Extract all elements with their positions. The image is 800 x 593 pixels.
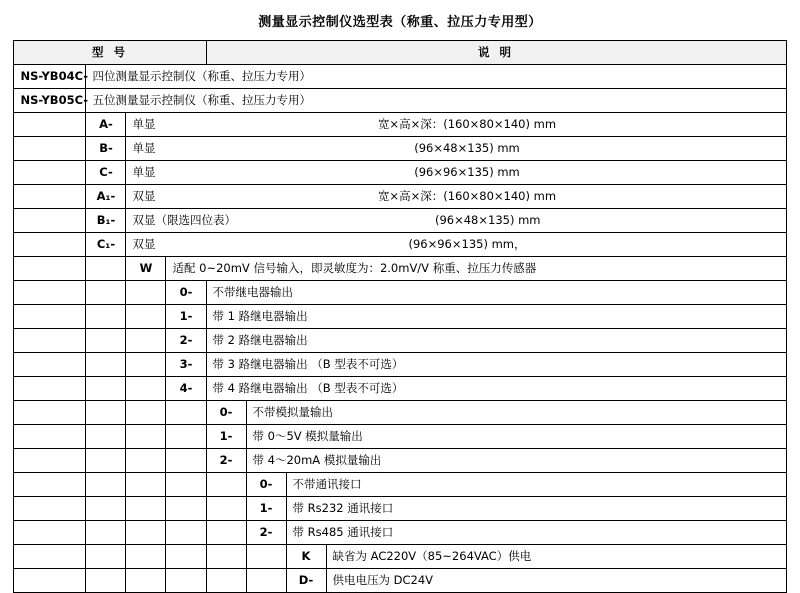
option-desc-part2: 宽×高×深：(160×80×140) mm (377, 117, 557, 132)
option-desc-part1: 双显（限选四位表） (132, 213, 236, 228)
option-code: A- (86, 113, 126, 137)
spacer-cell (14, 281, 86, 305)
spacer-cell (126, 425, 166, 449)
spacer-cell (126, 305, 166, 329)
option-desc (126, 209, 786, 233)
option-code: 0- (206, 401, 246, 425)
option-desc-part1: 单显 (132, 117, 156, 132)
spacer-cell (166, 497, 206, 521)
model-code: NS-YB04C- (14, 65, 86, 89)
table-row (14, 137, 786, 161)
spacer-cell (86, 281, 126, 305)
spacer-cell (166, 425, 206, 449)
option-desc: 不带继电器输出 (206, 281, 786, 305)
table-row (14, 257, 786, 281)
option-desc-part1: 单显 (132, 165, 156, 180)
option-desc-part2: 宽×高×深：(160×80×140) mm (377, 189, 557, 204)
spacer-cell (126, 449, 166, 473)
spacer-cell (14, 569, 86, 593)
option-desc: 带 2 路继电器输出 (206, 329, 786, 353)
spacer-cell (166, 521, 206, 545)
table-row (14, 521, 786, 545)
spacer-cell (14, 233, 86, 257)
table-row (14, 401, 786, 425)
spacer-cell (14, 257, 86, 281)
option-code: 4- (166, 377, 206, 401)
spacer-cell (14, 497, 86, 521)
model-desc: 四位测量显示控制仪（称重、拉压力专用） (86, 65, 786, 89)
option-desc: 带 Rs232 通讯接口 (286, 497, 786, 521)
spacer-cell (206, 545, 246, 569)
option-desc: 带 4～20mA 模拟量输出 (246, 449, 786, 473)
spacer-cell (126, 329, 166, 353)
spacer-cell (206, 521, 246, 545)
spacer-cell (126, 353, 166, 377)
spacer-cell (86, 569, 126, 593)
table-row (14, 113, 786, 137)
spacer-cell (126, 377, 166, 401)
table-row (14, 425, 786, 449)
spacer-cell (166, 449, 206, 473)
spacer-cell (206, 569, 246, 593)
spacer-cell (126, 545, 166, 569)
model-code: NS-YB05C- (14, 89, 86, 113)
option-code: 1- (206, 425, 246, 449)
option-desc (126, 113, 786, 137)
spacer-cell (126, 401, 166, 425)
table-row (14, 449, 786, 473)
option-desc: 不带模拟量输出 (246, 401, 786, 425)
option-desc: 带 0～5V 模拟量输出 (246, 425, 786, 449)
option-desc: 缺省为 AC220V（85~264VAC）供电 (326, 545, 786, 569)
option-code: 2- (206, 449, 246, 473)
table-row (14, 65, 786, 89)
table-row (14, 545, 786, 569)
option-code: 1- (246, 497, 286, 521)
table-row (14, 329, 786, 353)
spacer-cell (126, 473, 166, 497)
option-code: 2- (246, 521, 286, 545)
spacer-cell (14, 545, 86, 569)
table-row (14, 161, 786, 185)
option-desc-part1: 双显 (132, 237, 156, 252)
table-header-row (14, 41, 786, 65)
table-row (14, 305, 786, 329)
option-code: B₁- (86, 209, 126, 233)
spacer-cell (166, 473, 206, 497)
option-desc: 不带通讯接口 (286, 473, 786, 497)
spacer-cell (14, 425, 86, 449)
option-code: C- (86, 161, 126, 185)
spacer-cell (86, 353, 126, 377)
option-desc (126, 233, 786, 257)
option-code: 3- (166, 353, 206, 377)
option-desc-part1: 单显 (132, 141, 156, 156)
spacer-cell (86, 257, 126, 281)
option-desc: 带 3 路继电器输出 （B 型表不可选） (206, 353, 786, 377)
spacer-cell (86, 401, 126, 425)
spacer-cell (14, 209, 86, 233)
spacer-cell (126, 521, 166, 545)
option-code: A₁- (86, 185, 126, 209)
option-desc (126, 185, 786, 209)
option-desc-part2: (96×48×135) mm (414, 141, 520, 156)
spacer-cell (14, 449, 86, 473)
option-desc: 带 1 路继电器输出 (206, 305, 786, 329)
spacer-cell (86, 521, 126, 545)
page-title: 测量显示控制仪选型表（称重、拉压力专用型） (258, 15, 542, 30)
spacer-cell (246, 569, 286, 593)
spacer-cell (14, 161, 86, 185)
spacer-cell (86, 329, 126, 353)
option-code: 0- (246, 473, 286, 497)
spacer-cell (14, 185, 86, 209)
option-desc (126, 137, 786, 161)
option-desc-part2: (96×48×135) mm (434, 213, 541, 228)
spacer-cell (126, 569, 166, 593)
table-body (14, 41, 786, 593)
spacer-cell (246, 545, 286, 569)
selection-table (13, 40, 786, 593)
spacer-cell (166, 545, 206, 569)
option-code: D- (286, 569, 326, 593)
option-code: 1- (166, 305, 206, 329)
table-row (14, 569, 786, 593)
spacer-cell (14, 521, 86, 545)
spacer-cell (86, 473, 126, 497)
spacer-cell (14, 473, 86, 497)
table-row (14, 377, 786, 401)
model-desc: 五位测量显示控制仪（称重、拉压力专用） (86, 89, 786, 113)
option-code: 2- (166, 329, 206, 353)
spacer-cell (14, 329, 86, 353)
spacer-cell (86, 425, 126, 449)
spacer-cell (14, 377, 86, 401)
option-code: W (126, 257, 166, 281)
table-row (14, 233, 786, 257)
option-desc-part2: (96×96×135) mm (414, 165, 520, 180)
option-desc-part2: (96×96×135) mm， (408, 237, 526, 252)
option-desc: 带 4 路继电器输出 （B 型表不可选） (206, 377, 786, 401)
spacer-cell (86, 497, 126, 521)
header-model: 型 号 (14, 41, 206, 65)
table-row (14, 473, 786, 497)
table-row (14, 209, 786, 233)
spacer-cell (166, 569, 206, 593)
option-code: K (286, 545, 326, 569)
option-desc: 适配 0~20mV 信号输入，即灵敏度为：2.0mV/V 称重、拉压力传感器 (166, 257, 786, 281)
option-code: C₁- (86, 233, 126, 257)
option-code: 0- (166, 281, 206, 305)
spacer-cell (14, 401, 86, 425)
table-row (14, 497, 786, 521)
header-desc: 说 明 (206, 41, 786, 65)
spacer-cell (86, 449, 126, 473)
option-desc: 供电电压为 DC24V (326, 569, 786, 593)
table-row (14, 89, 786, 113)
table-row (14, 353, 786, 377)
spacer-cell (206, 497, 246, 521)
spacer-cell (14, 137, 86, 161)
table-row (14, 185, 786, 209)
option-desc (126, 161, 786, 185)
spacer-cell (86, 305, 126, 329)
option-desc: 带 Rs485 通讯接口 (286, 521, 786, 545)
spacer-cell (126, 281, 166, 305)
spacer-cell (14, 353, 86, 377)
table-row (14, 281, 786, 305)
spacer-cell (126, 497, 166, 521)
option-code: B- (86, 137, 126, 161)
option-desc-part1: 双显 (132, 189, 156, 204)
spacer-cell (14, 113, 86, 137)
spacer-cell (206, 473, 246, 497)
spacer-cell (14, 305, 86, 329)
spacer-cell (86, 377, 126, 401)
spacer-cell (86, 545, 126, 569)
spacer-cell (166, 401, 206, 425)
